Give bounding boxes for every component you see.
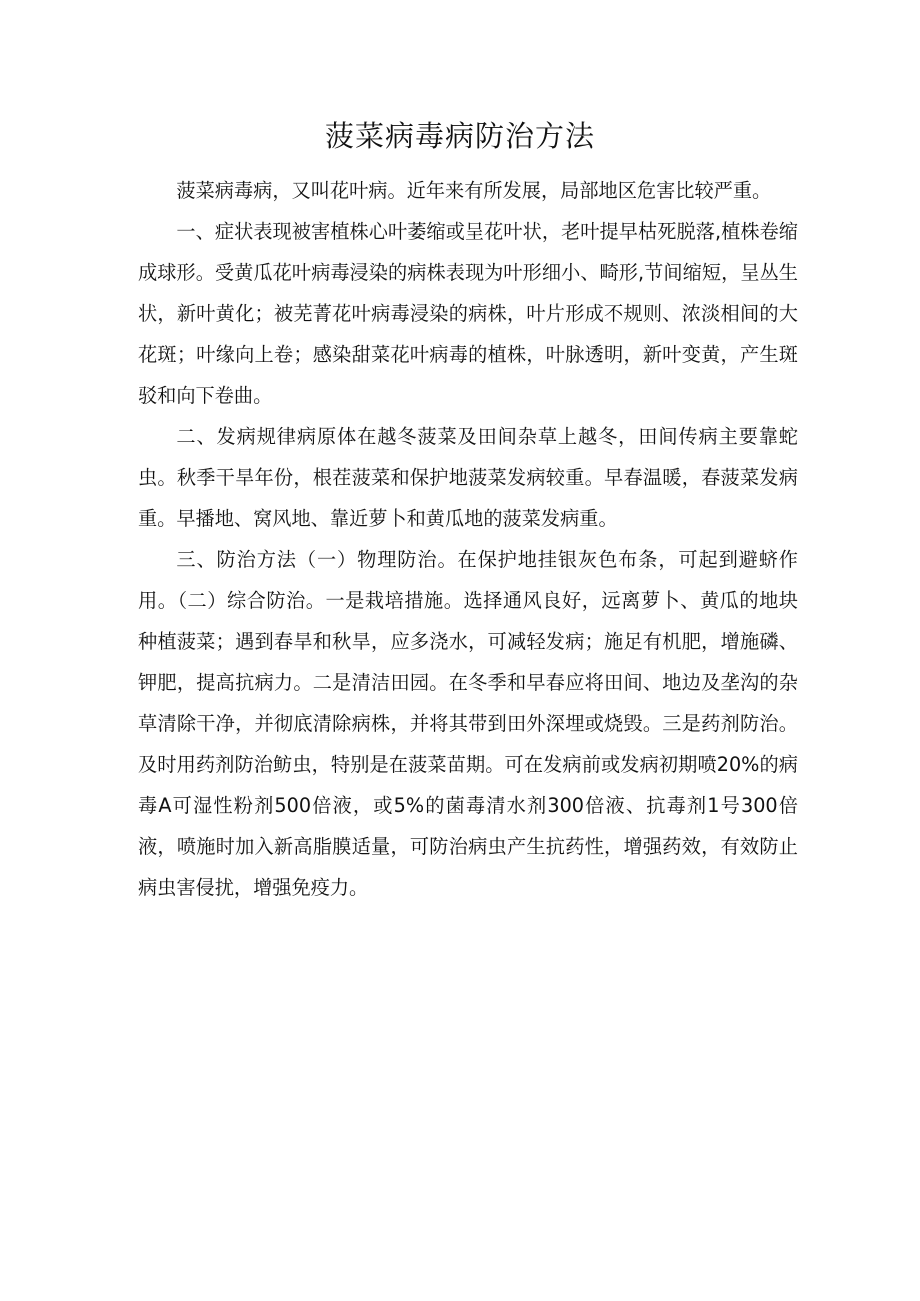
paragraph-symptoms: 一、症状表现被害植株心叶萎缩或呈花叶状，老叶提早枯死脱落,植株卷缩成球形。受黄瓜花叶病毒浸染的病株表现为叶形细小、畸形,节间缩短，呈丛生状，新叶黄化；被芜菁花叶病毒浸染的病株，叶片形成不规则、浓淡相间的大花斑；叶缘向上卷；感染甜菜花叶病毒的植株，叶脉透明，新叶变黄，产生斑驳和向下卷曲。 — [138, 220, 798, 407]
paragraph-control-methods: 三、防治方法（一）物理防治。在保护地挂银灰色布条，可起到避蛴作用。（二）综合防治。一是栽培措施。选择通风良好，远离萝卜、黄瓜的地块种植菠菜；遇到春旱和秋旱，应多浇水，可减轻发病；施足有机肥，增施磷、钾肥，提高抗病力。二是清洁田园。在冬季和早春应将田间、地边及垄沟的杂草清除干净，并彻底清除病株，并将其带到田外深埋或烧毁。三是药剂防治。及时用药剂防治鲂虫，特别是在菠菜苗期。可在发病前或发病初期喷20%的病毒A可湿性粉剂500倍液，或5%的菌毒清水剂300倍液、抗毒剂1号300倍液，喷施时加入新高脂膜适量，可防治病虫产生抗药性，增强药效，有效防止病虫害侵扰，增强免疫力。 — [138, 548, 798, 899]
paragraph-intro: 菠菜病毒病，又叫花叶病。近年来有所发展，局部地区危害比较严重。 — [176, 179, 772, 202]
document-body — [138, 170, 798, 908]
paragraph-disease-pattern: 二、发病规律病原体在越冬菠菜及田间杂草上越冬，田间传病主要靠蛇虫。秋季干旱年份，根茬菠菜和保护地菠菜发病较重。早春温暖，春菠菜发病重。早播地、窝风地、靠近萝卜和黄瓜地的菠菜发病重。 — [138, 425, 798, 530]
document-title: 菠菜病毒病防治方法 — [324, 119, 595, 153]
